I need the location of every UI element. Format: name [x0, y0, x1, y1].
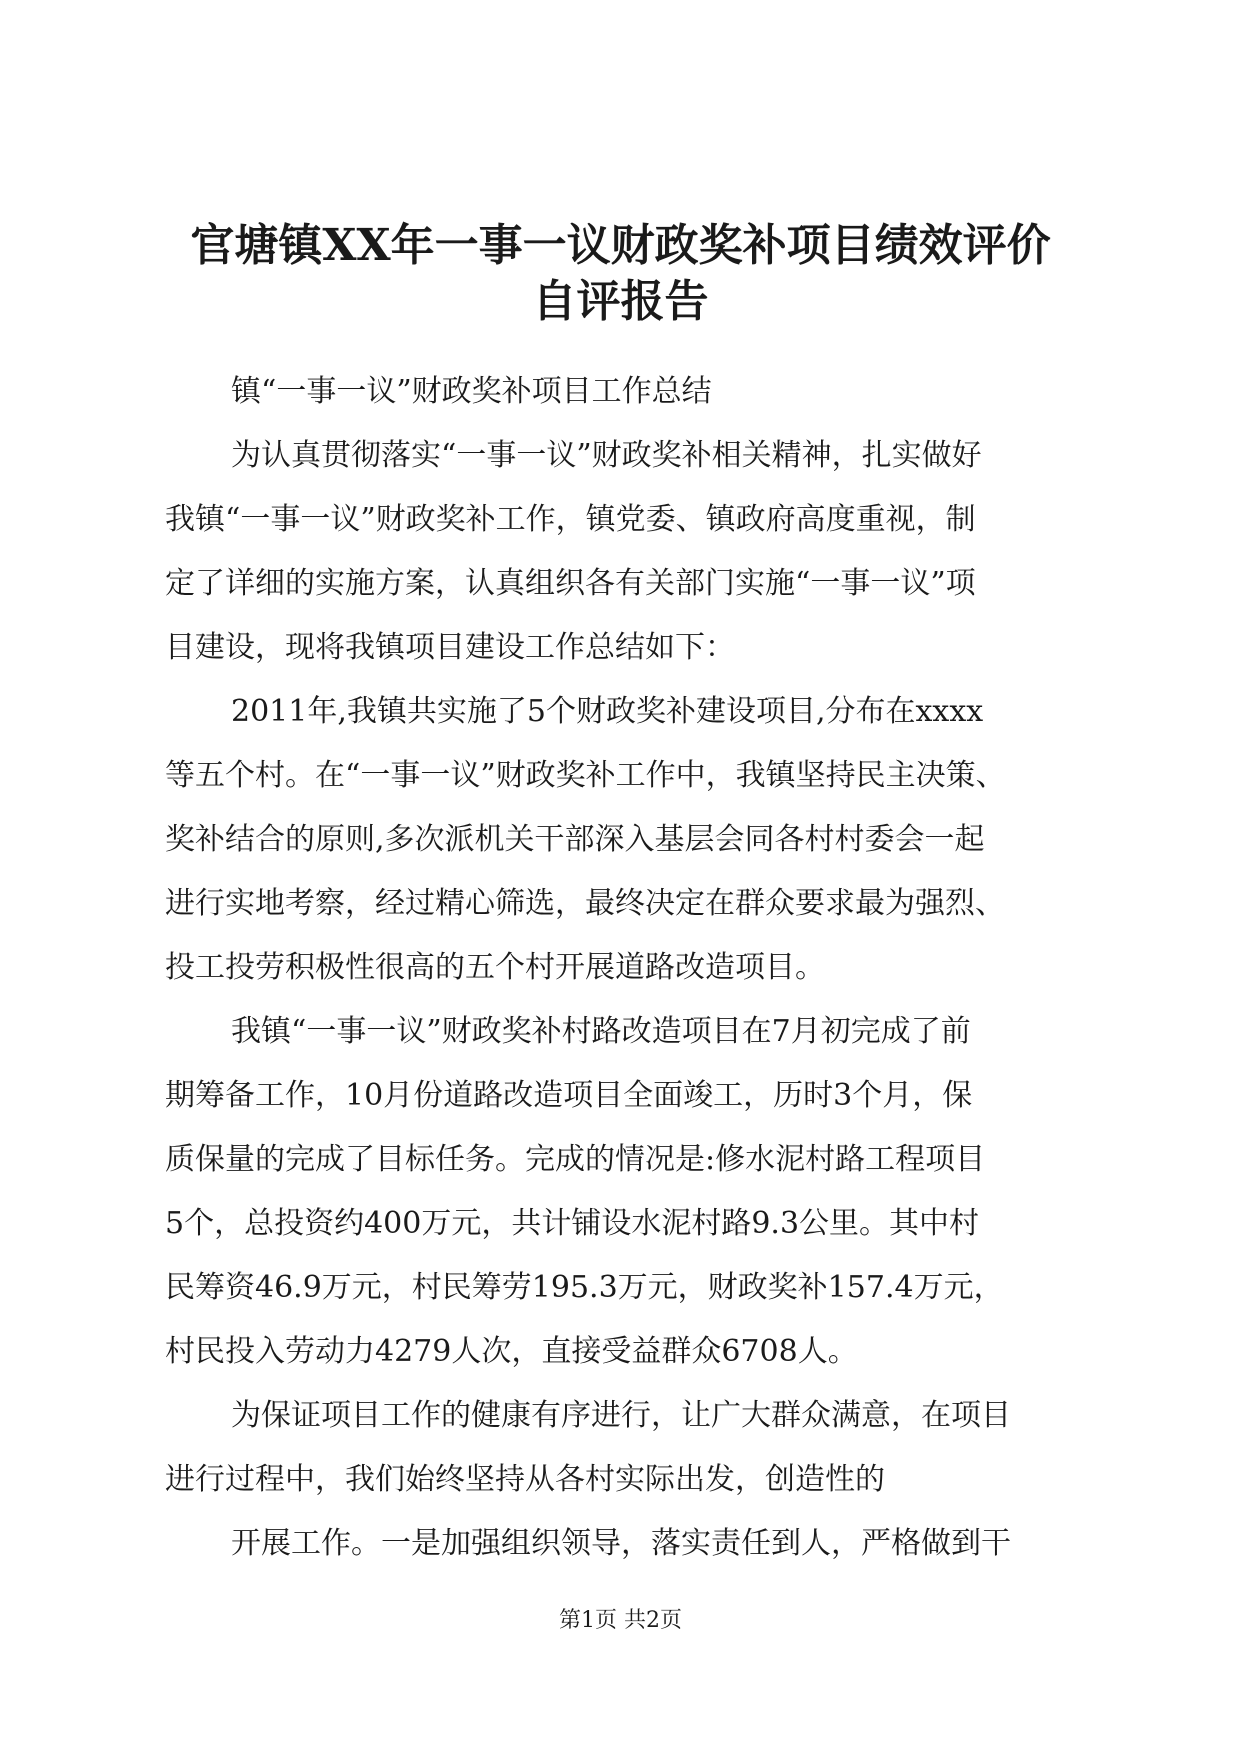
body-text-line: 进行实地考察，经过精心筛选，最终决定在群众要求最为强烈、: [165, 886, 1005, 921]
body-text-line: 投工投劳积极性很高的五个村开展道路改造项目。: [165, 950, 825, 985]
body-text-line: 镇“一事一议”财政奖补项目工作总结: [231, 374, 712, 409]
body-text-line: 我镇“一事一议”财政奖补村路改造项目在7月初完成了前: [231, 1014, 971, 1049]
title-line-1: 官塘镇XX年一事一议财政奖补项目绩效评价: [190, 220, 1051, 271]
body-text-line: 等五个村。在“一事一议”财政奖补工作中，我镇坚持民主决策、: [165, 758, 1006, 793]
body-text-line: 奖补结合的原则,多次派机关干部深入基层会同各村村委会一起: [165, 822, 985, 857]
page-footer: 第1页 共2页: [559, 1608, 682, 1633]
body-text-line: 为保证项目工作的健康有序进行，让广大群众满意，在项目: [231, 1398, 1011, 1433]
body-text-line: 期筹备工作，10月份道路改造项目全面竣工，历时3个月，保: [165, 1078, 973, 1113]
body-text-line: 民筹资46.9万元，村民筹劳195.3万元，财政奖补157.4万元，: [165, 1270, 1004, 1305]
title-line-2: 自评报告: [532, 276, 709, 327]
body-text-line: 定了详细的实施方案，认真组织各有关部门实施“一事一议”项: [165, 566, 976, 601]
body-text-line: 村民投入劳动力4279人次，直接受益群众6708人。: [165, 1334, 858, 1369]
body-text-line: 开展工作。一是加强组织领导，落实责任到人，严格做到干: [231, 1526, 1011, 1561]
document-title: [150, 218, 1091, 330]
body-text-line: 为认真贯彻落实“一事一议”财政奖补相关精神，扎实做好: [231, 438, 982, 473]
document-body: [165, 360, 1085, 1576]
body-text-line: 质保量的完成了目标任务。完成的情况是:修水泥村路工程项目: [165, 1142, 986, 1177]
body-text-line: 2011年,我镇共实施了5个财政奖补建设项目,分布在xxxx: [231, 694, 984, 729]
body-text-line: 目建设，现将我镇项目建设工作总结如下：: [165, 630, 735, 665]
body-text-line: 进行过程中，我们始终坚持从各村实际出发，创造性的: [165, 1462, 885, 1497]
body-text-line: 5个，总投资约400万元，共计铺设水泥村路9.3公里。其中村: [165, 1206, 980, 1241]
body-text-line: 我镇“一事一议”财政奖补工作，镇党委、镇政府高度重视，制: [165, 502, 976, 537]
